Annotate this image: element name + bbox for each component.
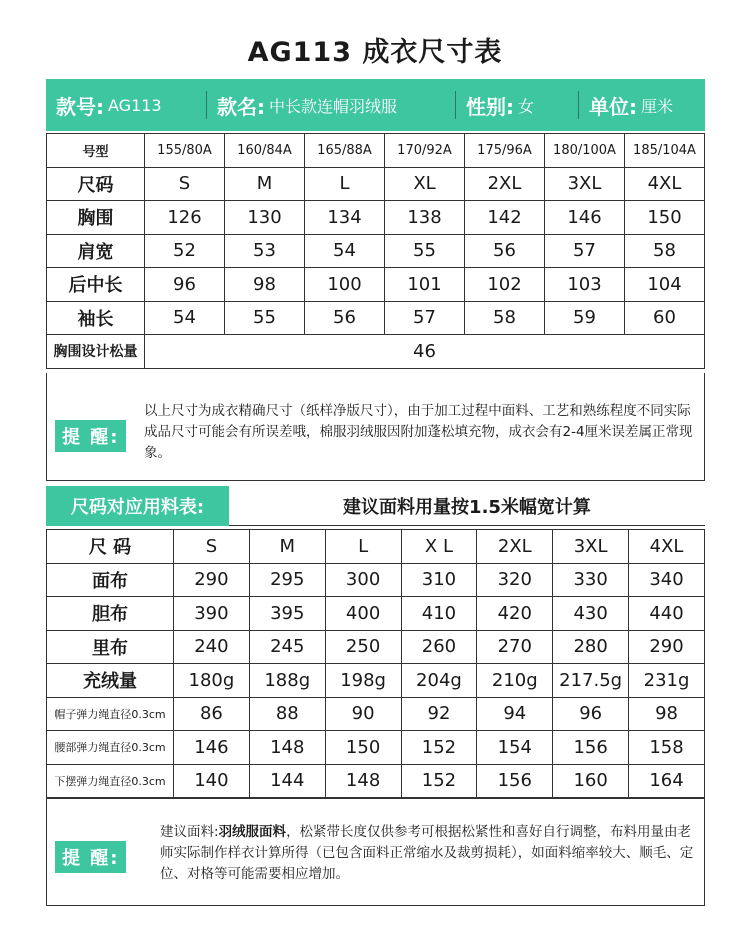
ease-row [47, 335, 705, 369]
value-cell: 138 [385, 201, 465, 235]
value-cell: 55 [225, 301, 305, 335]
value-cell: 56 [305, 301, 385, 335]
size-cell: 4XL [629, 530, 705, 564]
size-code-cell: 180/100A [545, 134, 625, 168]
style-no-value: AG113 [108, 95, 162, 115]
value-cell: 420 [477, 597, 553, 631]
value-cell: 395 [249, 597, 325, 631]
value-cell: 330 [553, 563, 629, 597]
fabric-section-caption: 建议面料用量按1.5米幅宽计算 [343, 497, 591, 518]
value-cell: 340 [629, 563, 705, 597]
value-cell: 300 [325, 563, 401, 597]
size-cell: 3XL [545, 167, 625, 201]
reminder-text [160, 822, 700, 885]
style-no-label: 款号: [56, 94, 104, 119]
value-cell: 152 [401, 731, 477, 765]
value-cell: 134 [305, 201, 385, 235]
value-cell: 280 [553, 630, 629, 664]
value-cell: 231g [629, 664, 705, 698]
row-label: 面布 [47, 563, 174, 597]
value-cell: 130 [225, 201, 305, 235]
size-row [47, 167, 705, 201]
unit-label: 单位: [589, 94, 637, 119]
value-cell: 94 [477, 697, 553, 731]
table-row [47, 630, 705, 664]
value-cell: 146 [174, 731, 250, 765]
value-cell: 57 [385, 301, 465, 335]
value-cell: 158 [629, 731, 705, 765]
size-cell: 2XL [477, 530, 553, 564]
row-label: 尺码 [47, 167, 145, 201]
size-cell: M [225, 167, 305, 201]
value-cell: 250 [325, 630, 401, 664]
row-label: 尺 码 [47, 530, 174, 564]
row-label: 后中长 [47, 268, 145, 302]
value-cell: 400 [325, 597, 401, 631]
value-cell: 180g [174, 664, 250, 698]
size-code-cell: 185/104A [625, 134, 705, 168]
value-cell: 98 [225, 268, 305, 302]
value-cell: 150 [625, 201, 705, 235]
value-cell: 164 [629, 764, 705, 798]
row-label: 下摆弹力绳直径0.3cm [47, 764, 174, 798]
value-cell: 290 [629, 630, 705, 664]
value-cell: 210g [477, 664, 553, 698]
table-row [47, 697, 705, 731]
value-cell: 140 [174, 764, 250, 798]
size-cell: XL [385, 167, 465, 201]
value-cell: 320 [477, 563, 553, 597]
table-row [47, 731, 705, 765]
value-cell: 96 [553, 697, 629, 731]
size-code-cell: 155/80A [145, 134, 225, 168]
value-cell: 217.5g [553, 664, 629, 698]
value-cell: 55 [385, 234, 465, 268]
row-label: 胆布 [47, 597, 174, 631]
value-cell: 52 [145, 234, 225, 268]
value-cell: 88 [249, 697, 325, 731]
table-row [47, 597, 705, 631]
style-no [46, 79, 206, 131]
style-name [207, 79, 455, 131]
reminder-bold: 羽绒服面料 [218, 824, 287, 840]
size-cell: L [305, 167, 385, 201]
value-cell: 148 [325, 764, 401, 798]
value-cell: 59 [545, 301, 625, 335]
value-cell: 410 [401, 597, 477, 631]
fabric-usage-table [46, 529, 705, 798]
size-cell: M [249, 530, 325, 564]
size-code-row [47, 134, 705, 168]
value-cell: 198g [325, 664, 401, 698]
value-cell: 98 [629, 697, 705, 731]
row-label: 胸围设计松量 [47, 335, 145, 369]
row-label: 帽子弹力绳直径0.3cm [47, 697, 174, 731]
value-cell: 148 [249, 731, 325, 765]
value-cell: 86 [174, 697, 250, 731]
style-name-label: 款名: [217, 94, 265, 119]
reminder-rest: ，松紧带长度仅供参考可根据松紧性和喜好自行调整，布料用量由老师实际制作样衣计算所得（已包含面料正常缩水及裁剪损耗），如面料缩率较大、顺毛、定位、对格等可能需要相应增加。 [160, 824, 694, 882]
ease-value-cell: 46 [145, 335, 705, 369]
size-code-cell: 165/88A [305, 134, 385, 168]
gender [456, 79, 578, 131]
value-cell: 102 [465, 268, 545, 302]
row-label: 腰部弹力绳直径0.3cm [47, 731, 174, 765]
value-cell: 144 [249, 764, 325, 798]
page-title: AG113 成衣尺寸表 [247, 37, 503, 68]
gender-label: 性别: [466, 94, 514, 119]
style-name-value: 中长款连帽羽绒服 [269, 96, 398, 116]
value-cell: 142 [465, 201, 545, 235]
reminder-badge: 提 醒: [55, 841, 126, 873]
value-cell: 58 [625, 234, 705, 268]
size-cell: 2XL [465, 167, 545, 201]
size-code-cell: 175/96A [465, 134, 545, 168]
value-cell: 57 [545, 234, 625, 268]
table-row [47, 301, 705, 335]
fabric-section-header [46, 486, 705, 526]
value-cell: 260 [401, 630, 477, 664]
value-cell: 103 [545, 268, 625, 302]
row-label: 号型 [47, 134, 145, 168]
unit [579, 79, 705, 131]
value-cell: 92 [401, 697, 477, 731]
row-label: 充绒量 [47, 664, 174, 698]
value-cell: 60 [625, 301, 705, 335]
value-cell: 430 [553, 597, 629, 631]
value-cell: 310 [401, 563, 477, 597]
value-cell: 390 [174, 597, 250, 631]
size-cell: 3XL [553, 530, 629, 564]
table-row [47, 664, 705, 698]
table-row [47, 234, 705, 268]
reminder-note-1 [46, 373, 705, 481]
gender-value: 女 [518, 96, 535, 116]
unit-value: 厘米 [641, 96, 674, 116]
value-cell: 240 [174, 630, 250, 664]
size-code-cell: 160/84A [225, 134, 305, 168]
reminder-note-2 [46, 798, 705, 906]
product-info-bar [46, 79, 705, 131]
value-cell: 54 [305, 234, 385, 268]
value-cell: 90 [325, 697, 401, 731]
value-cell: 295 [249, 563, 325, 597]
size-code-cell: 170/92A [385, 134, 465, 168]
reminder-prefix: 建议面料: [160, 824, 219, 840]
value-cell: 101 [385, 268, 465, 302]
table-row [47, 268, 705, 302]
value-cell: 245 [249, 630, 325, 664]
value-cell: 160 [553, 764, 629, 798]
value-cell: 440 [629, 597, 705, 631]
reminder-text: 以上尺寸为成衣精确尺寸（纸样净版尺寸），由于加工过程中面料、工艺和熟练程度不同实际成品尺寸可能会有所误差哦，棉服羽绒服因附加蓬松填充物，成衣会有2-4厘米误差属正常现象。 [144, 403, 693, 461]
value-cell: 290 [174, 563, 250, 597]
reminder-badge: 提 醒: [55, 420, 126, 452]
value-cell: 150 [325, 731, 401, 765]
value-cell: 156 [553, 731, 629, 765]
table-row [47, 764, 705, 798]
value-cell: 100 [305, 268, 385, 302]
row-label: 袖长 [47, 301, 145, 335]
value-cell: 104 [625, 268, 705, 302]
value-cell: 56 [465, 234, 545, 268]
value-cell: 146 [545, 201, 625, 235]
size-cell: S [145, 167, 225, 201]
row-label: 肩宽 [47, 234, 145, 268]
value-cell: 126 [145, 201, 225, 235]
size-cell: 4XL [625, 167, 705, 201]
size-row [47, 530, 705, 564]
row-label: 里布 [47, 630, 174, 664]
value-cell: 204g [401, 664, 477, 698]
value-cell: 58 [465, 301, 545, 335]
size-cell: X L [401, 530, 477, 564]
value-cell: 270 [477, 630, 553, 664]
row-label: 胸围 [47, 201, 145, 235]
value-cell: 156 [477, 764, 553, 798]
value-cell: 53 [225, 234, 305, 268]
garment-size-table [46, 133, 705, 369]
size-cell: S [174, 530, 250, 564]
table-row [47, 563, 705, 597]
value-cell: 188g [249, 664, 325, 698]
size-cell: L [325, 530, 401, 564]
value-cell: 96 [145, 268, 225, 302]
value-cell: 152 [401, 764, 477, 798]
value-cell: 54 [145, 301, 225, 335]
table-row [47, 201, 705, 235]
value-cell: 154 [477, 731, 553, 765]
fabric-section-label: 尺码对应用料表: [46, 486, 229, 526]
